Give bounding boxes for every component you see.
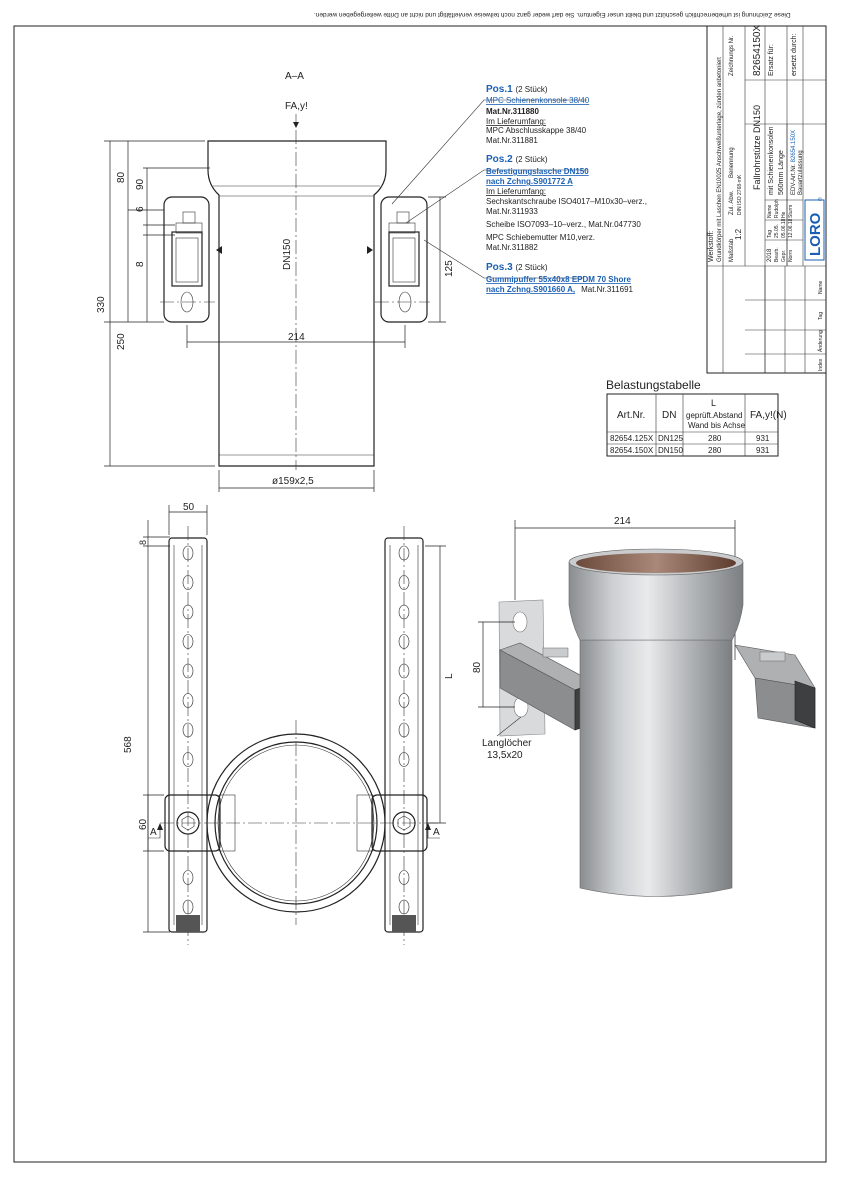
tb-werkstoff-text: Grundkörper mit Laschen EN10025 Anschweißunterlage, zünden anbetoniert bbox=[717, 57, 723, 262]
front-view bbox=[123, 502, 455, 945]
tb-zeichnungs-label: Zeichnungs Nr. bbox=[729, 35, 735, 76]
pos2-title: Pos.2 bbox=[486, 154, 513, 165]
tb-benennung-3: 560mm Länge bbox=[778, 150, 785, 195]
isometric-view bbox=[472, 516, 815, 897]
iso-pipe bbox=[580, 640, 732, 897]
tb-ersatz-label: Ersatz für: bbox=[768, 44, 775, 76]
right-bracket bbox=[367, 197, 430, 322]
tb-massstab: 1:2 bbox=[734, 228, 743, 240]
loro-logo: LORO bbox=[807, 212, 824, 256]
loro-logo-reg: ® bbox=[818, 197, 824, 201]
svg-text:Pos.3 (2 Stück) bbox=[486, 262, 548, 273]
iso-dim-80: 80 bbox=[472, 661, 483, 673]
tb-gepr: Gepr. bbox=[781, 249, 787, 262]
pos1-line-4: Mat.Nr.311881 bbox=[486, 136, 538, 145]
tb-ersetzt-label: ersetzt durch: bbox=[791, 33, 798, 76]
row2-dn: DN150 bbox=[658, 446, 683, 455]
tb-werkstoff: Werkstoff: bbox=[708, 230, 715, 262]
tb-name-3: Sturm bbox=[788, 204, 794, 218]
tb-aenderung: Änderung bbox=[818, 330, 824, 352]
tb-edv-label: EDV-Art.Nr. bbox=[791, 163, 797, 195]
pos1-line-1: Mat.Nr.311880 bbox=[486, 107, 539, 116]
dim-330: 330 bbox=[96, 296, 107, 313]
pos1-line-3: MPC Abschlusskappe 38/40 bbox=[486, 126, 587, 135]
pipe-outline bbox=[208, 141, 386, 466]
row1-dn: DN125 bbox=[658, 434, 683, 443]
tb-massstab-label: Maßstab bbox=[729, 238, 735, 262]
pos2-line-0: Befestigungslasche DN150 bbox=[486, 167, 589, 176]
row1-artnr: 82654.125X bbox=[610, 434, 654, 443]
dim-90: 90 bbox=[135, 178, 146, 190]
pos2-line-1: nach Zchng.S901772 A bbox=[486, 177, 573, 186]
tb-tag-label: Tag bbox=[767, 229, 773, 238]
tb-benennung-2: mit Schienenkonsolen bbox=[768, 126, 775, 195]
force-label: FA,y! bbox=[285, 101, 308, 112]
row2-l: 280 bbox=[708, 446, 722, 455]
pos2-line-6: MPC Schiebemutter M10,verz. bbox=[486, 233, 595, 242]
dim-8: 8 bbox=[135, 261, 146, 267]
th-wand: Wand bis Achse bbox=[688, 421, 746, 430]
dim-L: L bbox=[444, 673, 455, 679]
pos3-line-2: Mat.Nr.311691 bbox=[581, 285, 633, 294]
dim-214: 214 bbox=[288, 332, 305, 343]
dim-50: 50 bbox=[183, 502, 195, 513]
th-abstand: geprüft.Abstand bbox=[686, 411, 743, 420]
pos1-line-2: Im Lieferumfang: bbox=[486, 117, 547, 126]
tb-norm: Norm bbox=[788, 249, 794, 262]
th-fay: FA,y!(N) bbox=[750, 410, 787, 421]
pos2-line-3: Sechskantschraube ISO4017–M10x30–verz., bbox=[486, 197, 647, 206]
cut-marker-right: A bbox=[433, 827, 440, 838]
tb-date-3: 12.06.18 bbox=[788, 218, 794, 238]
pos1-line-0: MPC Schienenkonsole 38/40 bbox=[486, 96, 590, 105]
iso-slots-label-1: Langlöcher bbox=[482, 738, 532, 749]
pipe-dn-label: DN150 bbox=[282, 238, 293, 270]
row1-l: 280 bbox=[708, 434, 722, 443]
pos2-line-7: Mat.Nr.311882 bbox=[486, 243, 538, 252]
row1-fay: 931 bbox=[756, 434, 770, 443]
pos2-line-4: Mat.Nr.311933 bbox=[486, 207, 538, 216]
section-dimensions bbox=[104, 141, 446, 492]
section-label: A–A bbox=[285, 71, 304, 82]
svg-text:EDV-Art.Nr. 82654.150X bbox=[791, 130, 797, 195]
tb-year: 2018 bbox=[767, 248, 773, 262]
tb-zul-abw: Zul. Abw. bbox=[729, 190, 735, 215]
right-rail bbox=[385, 526, 423, 945]
dim-front-8: 8 bbox=[138, 539, 148, 545]
pos1-qty: (2 Stück) bbox=[515, 85, 548, 94]
tb-name-label-2: Name bbox=[818, 280, 824, 294]
pos3-line-1: nach Zchng.S901660 A, bbox=[486, 285, 576, 294]
tb-name-2: He bbox=[781, 211, 787, 218]
tb-edv: 82654.150X bbox=[791, 129, 797, 163]
tb-name-label: Name bbox=[767, 204, 773, 218]
left-bracket bbox=[160, 197, 222, 322]
dim-80: 80 bbox=[116, 171, 127, 183]
svg-text:Pos.2 (2 Stück) bbox=[486, 154, 548, 165]
th-l: L bbox=[711, 398, 717, 408]
pos2-line-2: Im Lieferumfang: bbox=[486, 187, 547, 196]
tb-name-1: Rudolph bbox=[774, 199, 780, 218]
th-artnr: Art.Nr. bbox=[617, 410, 646, 421]
tb-benennung-label: Benennung bbox=[729, 147, 735, 178]
iso-dim-214: 214 bbox=[614, 516, 631, 527]
svg-text:nach Zchng.S901660 A,Mat.Nr.31 bbox=[486, 285, 634, 294]
pos1-title: Pos.1 bbox=[486, 84, 513, 95]
iso-slots-label-2: 13,5x20 bbox=[487, 750, 523, 761]
cut-marker-left: A bbox=[150, 827, 157, 838]
dim-6: 6 bbox=[135, 206, 146, 212]
dim-60: 60 bbox=[138, 818, 149, 830]
tb-index: Index bbox=[818, 358, 824, 371]
tb-bauart: Bauartzulassung bbox=[798, 150, 804, 195]
tb-date-2: 05.06.18 bbox=[781, 218, 787, 238]
pos3-qty: (2 Stück) bbox=[515, 263, 548, 272]
load-table bbox=[606, 378, 787, 456]
pos2-line-5: Scheibe ISO7093–10–verz., Mat.Nr.047730 bbox=[486, 220, 641, 229]
tb-bearb: Bearb. bbox=[774, 247, 780, 262]
left-rail bbox=[169, 526, 207, 945]
tb-zeichnungs-nr: 82654150X bbox=[752, 24, 763, 76]
dim-125: 125 bbox=[444, 260, 455, 277]
title-block bbox=[707, 25, 826, 373]
load-table-title: Belastungstabelle bbox=[606, 378, 701, 392]
row2-fay: 931 bbox=[756, 446, 770, 455]
pos3-line-0: Gummipuffer 55x40x8 EPDM 70 Shore bbox=[486, 275, 631, 284]
copyright-notice: Diese Zeichnung ist urheberrechtlich geschützt und bleibt unser Eigentum. Sie darf weder ganz noch teilweise vervielfältigt und nicht an Dritte weitergegeben werden. bbox=[314, 11, 791, 18]
tb-benennung-1: Fallrohrstütze DN150 bbox=[752, 104, 762, 190]
pos2-qty: (2 Stück) bbox=[515, 155, 548, 164]
dim-568: 568 bbox=[123, 736, 134, 753]
pos3-title: Pos.3 bbox=[486, 262, 513, 273]
tb-date-1: 25.05. bbox=[774, 224, 780, 238]
tb-tag-label-2: Tag bbox=[818, 311, 824, 320]
th-dn: DN bbox=[662, 410, 677, 421]
position-notes bbox=[486, 84, 647, 294]
dim-250: 250 bbox=[116, 333, 127, 350]
dim-diameter: ø159x2,5 bbox=[272, 476, 314, 487]
svg-text:Pos.1 (2 Stück) bbox=[486, 84, 548, 95]
row2-artnr: 82654.150X bbox=[610, 446, 654, 455]
tb-zul-text: DIN ISO 2768-mK bbox=[737, 174, 743, 215]
